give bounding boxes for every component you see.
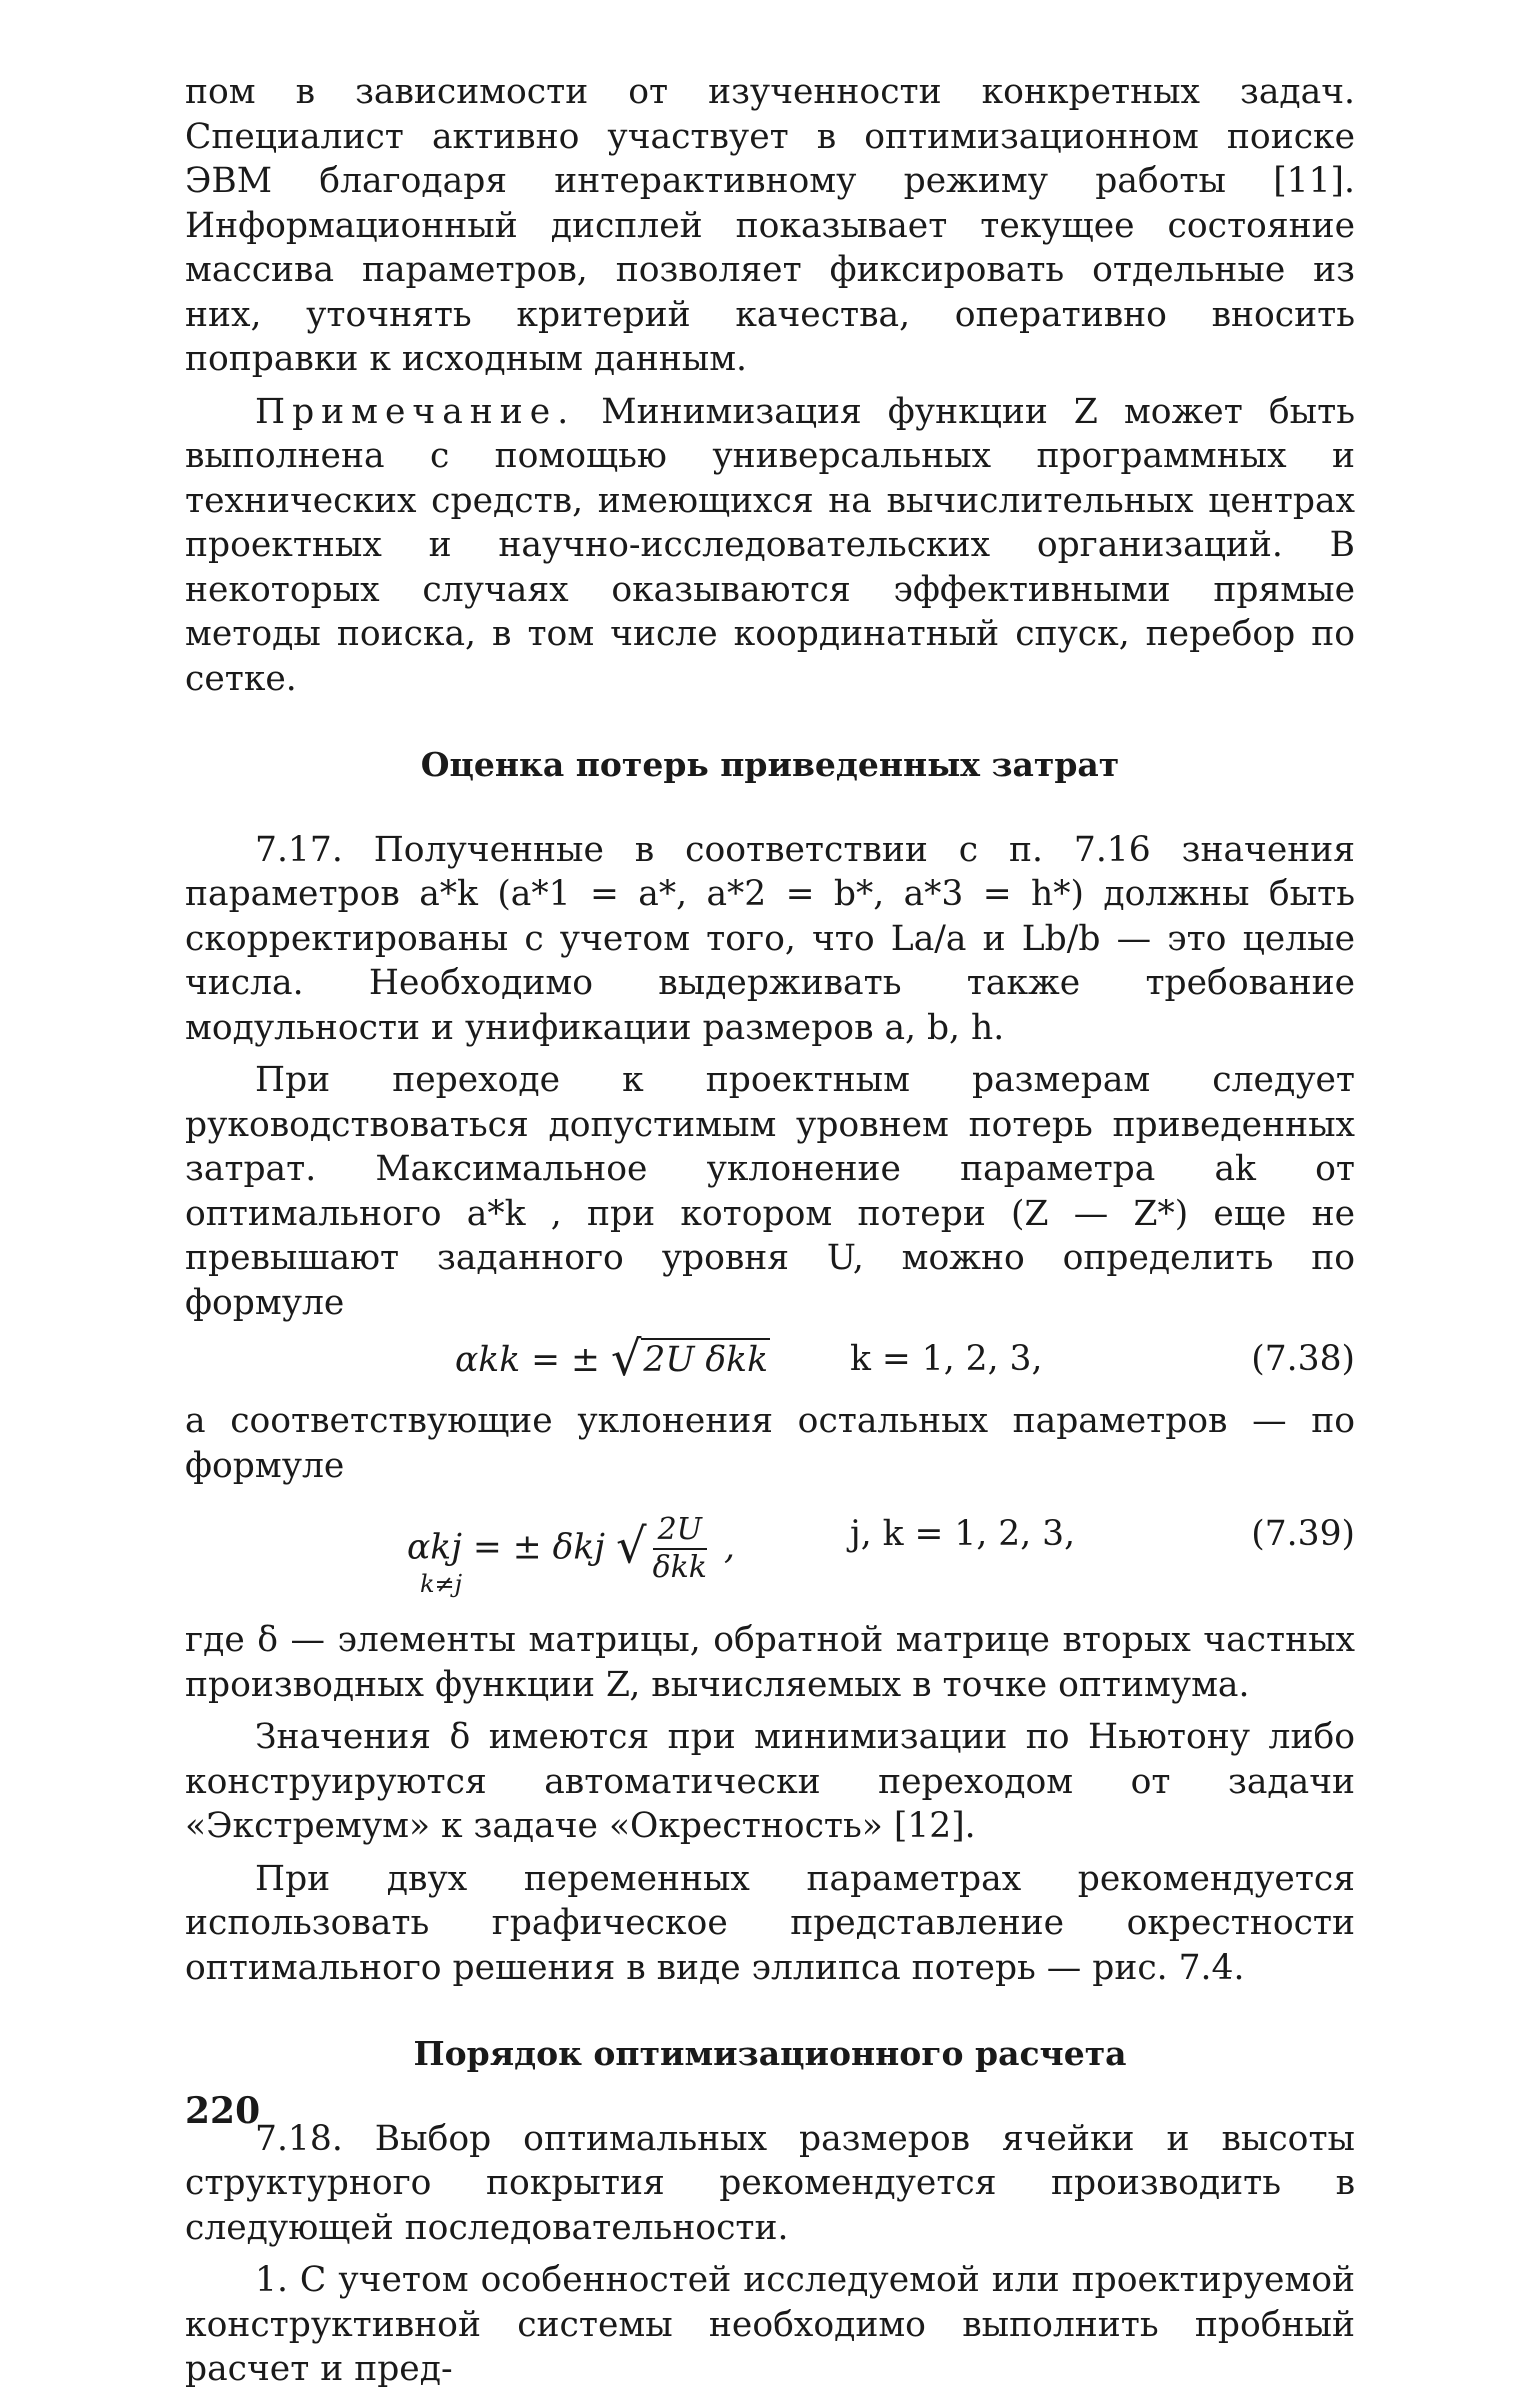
paragraph-item-1: 1. С учетом особенностей исследуемой или проектируемой конструктивной системы необходимо выполнить пробный расчет и пред- — [185, 2260, 1355, 2389]
equation-7-39-number: (7.39) — [1251, 1514, 1355, 1554]
equation-7-38-number: (7.38) — [1251, 1339, 1355, 1379]
page-number: 220 — [185, 2090, 261, 2132]
sqrt-icon: √ — [610, 1331, 642, 1387]
equation-7-39 — [185, 1496, 1355, 1596]
equation-7-39-expression: αkj = ± δkj √ $\frac{2U}{\text{δkk}}$ , — [407, 1512, 735, 1585]
section-heading-cost-loss: Оценка потерь приведенных затрат — [420, 745, 1120, 784]
sqrt-icon: √ — [615, 1518, 647, 1575]
paragraph-between-formulas: а соответствующие уклонения остальных параметров — по формуле — [185, 1401, 1355, 1486]
paragraph-7-17: 7.17. Полученные в соответствии с п. 7.16 значения параметров a*k (a*1 = a*, a*2 = b*, a*3 = h*) должны быть скорректированы с учетом того, что La/a и Lb/b — это целые числа. Необходимо выдерживать также требование модульности и унификации размеров a, b, h. — [185, 829, 1355, 1048]
equation-7-38-expression — [455, 1331, 770, 1387]
paragraph-intro: пом в зависимости от изученности конкретных задач. Специалист активно участвует в оптимизационном поиске ЭВМ благодаря интерактивному режиму работы [11]. Информационный дисплей показывает текущее состояние массива параметров, позволяет фиксировать отдельные из них, уточнять критерий качества, оперативно вносить поправки к исходным данным. — [185, 72, 1355, 379]
paragraph-where: где δ — элементы матрицы, обратной матрице вторых частных производных функции Z, вычисляемых в точке оптимума. — [185, 1620, 1355, 1705]
fraction-numerator: 2U — [653, 1512, 707, 1550]
note-label: Примечание. — [255, 391, 576, 432]
note-paragraph — [185, 390, 1355, 702]
fraction-denominator: δkk — [652, 1550, 707, 1585]
equation-7-38-lhs: αkk = ± — [455, 1340, 611, 1380]
paragraph-two-variables: При двух переменных параметрах рекомендуется использовать графическое представление окрестности оптимального решения в виде эллипса потерь — рис. 7.4. — [185, 1858, 1355, 1988]
equation-7-38-radicand: 2U δkk — [643, 1340, 768, 1380]
page-body — [185, 70, 1355, 2392]
equation-7-39-condition: j, k = 1, 2, 3, — [850, 1514, 1076, 1554]
equation-7-39-fraction — [653, 1512, 707, 1586]
note-text: Минимизация функции Z может быть выполнена с помощью универсальных программных и технических средств, имеющихся на вычислительных центрах проектных и научно-исследовательских организаций. В некоторых случаях оказываются эффективными прямые методы поиска, в том числе координатный спуск, перебор по сетке. — [185, 391, 1355, 699]
paragraph-7-18: 7.18. Выбор оптимальных размеров ячейки и высоты структурного покрытия рекомендуется производить в следующей последовательности. — [185, 2118, 1355, 2248]
equation-7-39-lhs: αkj = ± δkj — [407, 1527, 616, 1568]
equation-7-38 — [185, 1331, 1355, 1393]
paragraph-transition: При переходе к проектным размерам следует руководствоваться допустимым уровнем потерь приведенных затрат. Максимальное уклонение параметра ak от оптимального a*k , при котором потери (Z — Z*) еще не превышают заданного уровня U, можно определить по формуле — [185, 1060, 1355, 1323]
equation-7-39-subscript-condition: k≠j — [420, 1570, 463, 1598]
paragraph-values: Значения δ имеются при минимизации по Ньютону либо конструируются автоматически переходом от задачи «Экстремум» к задаче «Окрестность» [12]. — [185, 1717, 1355, 1846]
equation-7-38-condition: k = 1, 2, 3, — [850, 1339, 1043, 1379]
section-heading-procedure: Порядок оптимизационного расчета — [413, 2034, 1127, 2073]
